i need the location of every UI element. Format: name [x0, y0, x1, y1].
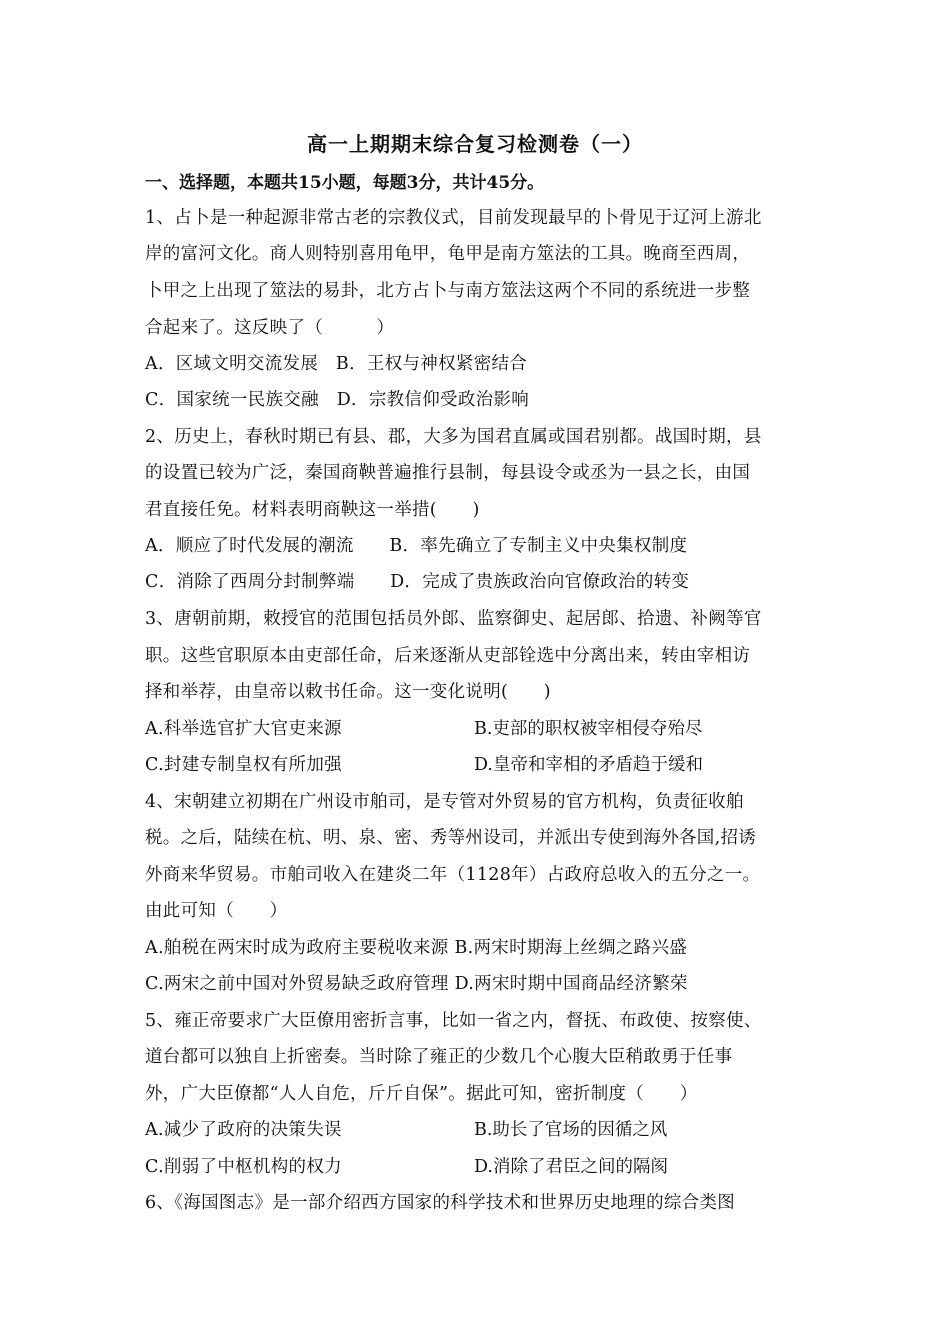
q1-line-2: 岸的富河文化。商人则特别喜用龟甲，龟甲是南方筮法的工具。晚商至西周， — [145, 244, 751, 264]
q5-option-d: D.消除了君臣之间的隔阂 — [474, 1157, 668, 1177]
q3-option-b: B.吏部的职权被宰相侵夺殆尽 — [474, 719, 703, 739]
q3-line-1: 3、唐朝前期，敕授官的范围包括员外郎、监察御史、起居郎、拾遗、补阙等官 — [145, 609, 762, 629]
q3-option-a: A.科举选官扩大官吏来源 — [145, 719, 342, 739]
q2-options-ab: A．顺应了时代发展的潮流 B．率先确立了专制主义中央集权制度 — [145, 536, 688, 556]
q4-options-ab: A.舶税在两宋时成为政府主要税收来源 B.两宋时期海上丝绸之路兴盛 — [145, 938, 688, 958]
q2-line-1: 2、历史上，春秋时期已有县、郡，大多为国君直属或国君别都。战国时期，县 — [145, 427, 762, 447]
q5-option-b: B.助长了官场的因循之风 — [474, 1120, 668, 1140]
q1-options-cd: C．国家统一民族交融 D．宗教信仰受政治影响 — [145, 390, 530, 410]
section-heading: 一、选择题，本题共15小题，每题3分，共计45分。 — [145, 173, 545, 193]
q5-line-2: 道台都可以独自上折密奏。当时除了雍正的少数几个心腹大臣稍敢勇于任事 — [145, 1047, 733, 1067]
q4-line-2: 税。之后，陆续在杭、明、泉、密、秀等州设司，并派出专使到海外各国,招诱 — [145, 828, 757, 848]
q5-line-3: 外，广大臣僚都“人人自危，斤斤自保”。据此可知，密折制度（ ） — [145, 1084, 698, 1104]
q5-line-1: 5、雍正帝要求广大臣僚用密折言事，比如一省之内，督抚、布政使、按察使、 — [145, 1011, 762, 1031]
q1-line-4: 合起来了。这反映了（ ） — [145, 318, 395, 338]
q4-line-4: 由此可知（ ） — [145, 901, 288, 921]
q1-line-3: 卜甲之上出现了筮法的易卦，北方占卜与南方筮法这两个不同的系统进一步整 — [145, 281, 751, 301]
q5-option-a: A.减少了政府的决策失误 — [145, 1120, 342, 1140]
q4-line-1: 4、宋朝建立初期在广州设市舶司，是专管对外贸易的官方机构，负责征收舶 — [145, 792, 744, 812]
q3-option-c: C.封建专制皇权有所加强 — [145, 755, 342, 775]
q5-option-c: C.削弱了中枢机构的权力 — [145, 1157, 342, 1177]
q3-line-3: 择和举荐，由皇帝以敕书任命。这一变化说明( ) — [145, 682, 551, 702]
q6-line-1: 6、《海国图志》是一部介绍西方国家的科学技术和世界历史地理的综合类图 — [145, 1193, 736, 1213]
q1-line-1: 1、占卜是一种起源非常古老的宗教仪式，目前发现最早的卜骨见于辽河上游北 — [145, 208, 762, 228]
q2-line-3: 君直接任免。材料表明商鞅这一举措( ) — [145, 500, 480, 520]
q4-options-cd: C.两宋之前中国对外贸易缺乏政府管理 D.两宋时期中国商品经济繁荣 — [145, 974, 688, 994]
q1-options-ab: A．区域文明交流发展 B．王权与神权紧密结合 — [145, 354, 528, 374]
q2-line-2: 的设置已较为广泛，秦国商鞅普遍推行县制，每县设令或丞为一县之长，由国 — [145, 463, 751, 483]
q4-line-3: 外商来华贸易。市舶司收入在建炎二年（1128年）占政府总收入的五分之一。 — [145, 865, 761, 885]
q2-options-cd: C．消除了西周分封制弊端 D．完成了贵族政治向官僚政治的转变 — [145, 572, 690, 592]
q3-line-2: 职。这些官职原本由吏部任命，后来逐渐从吏部铨选中分离出来，转由宰相访 — [145, 646, 751, 666]
exam-title: 高一上期期末综合复习检测卷（一） — [307, 132, 643, 156]
q3-option-d: D.皇帝和宰相的矛盾趋于缓和 — [474, 755, 703, 775]
